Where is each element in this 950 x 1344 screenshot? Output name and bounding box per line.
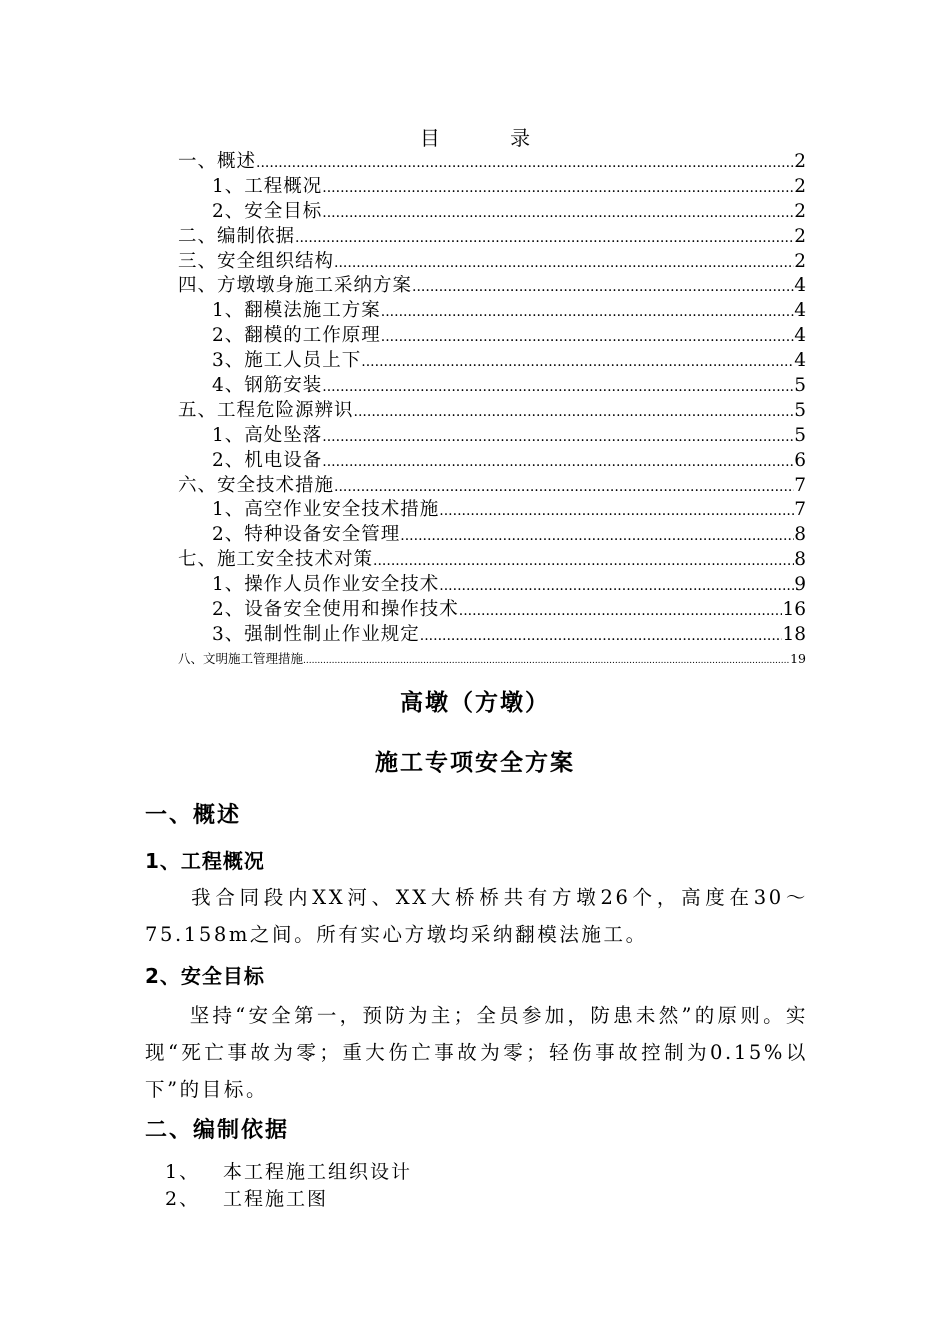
toc-entry-page: 19 — [790, 650, 806, 666]
toc-entry[interactable] — [178, 498, 806, 523]
toc-entry-page: 4 — [794, 325, 806, 347]
toc-entry-page: 9 — [794, 574, 806, 596]
toc-dot-leader — [381, 325, 794, 350]
toc-entry-label: 2、特种设备安全管理 — [212, 524, 401, 546]
toc-entry[interactable] — [178, 374, 806, 399]
toc-entry-page: 5 — [794, 375, 806, 397]
toc-entry-page: 4 — [794, 300, 806, 322]
toc-entry-label: 1、翻模法施工方案 — [212, 300, 381, 322]
list-text: 工程施工图 — [223, 1188, 329, 1210]
toc-entry-label: 六、安全技术措施 — [178, 474, 335, 496]
toc-entry-page: 7 — [794, 499, 806, 521]
toc-entry-page: 8 — [794, 524, 806, 546]
paragraph-safety-goal: 坚持“安全第一，预防为主；全员参加，防患未然”的原则。实现“死亡事故为零；重大伤亡事故为零；轻伤事故控制为0.15%以下”的目标。 — [145, 1004, 808, 1101]
toc-entry[interactable] — [178, 150, 806, 175]
list-text: 本工程施工组织设计 — [223, 1161, 413, 1183]
toc-dot-leader — [322, 425, 794, 450]
toc-dot-leader — [459, 599, 783, 624]
toc-entry-page: 18 — [782, 623, 806, 645]
toc-dot-leader — [439, 574, 794, 599]
toc-dot-leader — [400, 524, 794, 549]
toc-entry[interactable] — [178, 225, 806, 250]
section-heading-basis: 二、编制依据 — [145, 1118, 290, 1143]
toc-entry-page: 6 — [794, 449, 806, 471]
toc-dot-leader — [361, 350, 794, 375]
toc-entry-label: 4、钢筋安装 — [212, 375, 323, 397]
toc-dot-leader — [420, 624, 783, 649]
toc-entry[interactable] — [178, 449, 806, 474]
toc-entry[interactable] — [178, 474, 806, 499]
toc-entry-page: 4 — [794, 275, 806, 297]
toc-entry-label: 1、高空作业安全技术措施 — [212, 499, 440, 521]
toc-dot-leader — [439, 499, 794, 524]
subheading-safety-goal: 2、安全目标 — [145, 964, 265, 988]
toc-entry-label: 1、操作人员作业安全技术 — [212, 574, 440, 596]
toc-dot-leader — [334, 251, 794, 276]
section-heading-overview: 一、概述 — [145, 803, 242, 828]
toc-entry[interactable] — [178, 523, 806, 548]
toc-entry-page: 2 — [794, 250, 806, 272]
toc-entry[interactable] — [178, 250, 806, 275]
toc-dot-leader — [381, 300, 794, 325]
toc-entry[interactable] — [178, 573, 806, 598]
toc-entry-label: 五、工程危险源辨识 — [178, 399, 354, 421]
toc-dot-leader — [373, 549, 794, 574]
toc-entry[interactable] — [178, 324, 806, 349]
toc-entry-page: 2 — [794, 225, 806, 247]
toc-entry[interactable] — [178, 299, 806, 324]
toc-dot-leader — [412, 275, 794, 300]
toc-entry[interactable] — [178, 200, 806, 225]
toc-entry-label: 3、强制性制止作业规定 — [212, 623, 420, 645]
toc-dot-leader — [295, 226, 794, 251]
paragraph-project-overview: 我合同段内XX河、XX大桥桥共有方墩26个，高度在30～75.158m之间。所有实心方墩均采纳翻模法施工。 — [145, 886, 808, 946]
toc-entry-label: 2、安全目标 — [212, 200, 323, 222]
toc-entry-label: 三、安全组织结构 — [178, 250, 335, 272]
toc-dot-leader — [256, 151, 794, 176]
toc-dot-leader — [322, 176, 794, 201]
toc-entry-label: 2、翻模的工作原理 — [212, 325, 381, 347]
toc-dot-leader — [322, 450, 794, 475]
toc-entry-label: 七、施工安全技术对策 — [178, 549, 374, 571]
toc-entry-label: 一、概述 — [178, 151, 257, 172]
toc-entry-label: 1、工程概况 — [212, 175, 323, 197]
toc-entry-label: 四、方墩墩身施工采纳方案 — [178, 275, 413, 297]
toc-entry[interactable] — [178, 274, 806, 299]
table-of-contents — [178, 150, 806, 670]
toc-title: 目 录 — [419, 126, 563, 150]
toc-entry[interactable] — [178, 598, 806, 623]
toc-dot-leader — [354, 400, 795, 425]
toc-entry-label: 1、高处坠落 — [212, 424, 323, 446]
toc-entry-page: 2 — [794, 175, 806, 197]
toc-entry[interactable] — [178, 175, 806, 200]
toc-entry-page: 8 — [794, 549, 806, 571]
toc-entry-page: 5 — [794, 399, 806, 421]
toc-entry-label: 3、施工人员上下 — [212, 350, 362, 372]
toc-dot-leader — [322, 375, 794, 400]
doc-title-line2: 施工专项安全方案 — [375, 750, 575, 776]
toc-entry-page: 4 — [794, 350, 806, 372]
list-number: 2、 — [165, 1188, 201, 1210]
toc-entry[interactable] — [178, 349, 806, 374]
toc-entry-page: 16 — [782, 599, 806, 621]
toc-dot-leader — [303, 650, 790, 672]
toc-entry-page: 2 — [794, 151, 806, 172]
toc-entry-label: 2、机电设备 — [212, 449, 323, 471]
toc-entry-page: 5 — [794, 424, 806, 446]
toc-entry-page: 2 — [794, 200, 806, 222]
toc-dot-leader — [334, 475, 794, 500]
toc-entry[interactable] — [178, 424, 806, 449]
subheading-project-overview: 1、工程概况 — [145, 849, 265, 873]
toc-entry[interactable] — [178, 623, 806, 648]
toc-entry-label: 2、设备安全使用和操作技术 — [212, 599, 459, 621]
toc-dot-leader — [322, 201, 794, 226]
list-number: 1、 — [165, 1161, 201, 1183]
toc-entry-label: 二、编制依据 — [178, 225, 296, 247]
toc-entry-label: 八、文明施工管理措施 — [178, 650, 304, 666]
toc-entry-page: 7 — [794, 474, 806, 496]
toc-entry[interactable] — [178, 399, 806, 424]
toc-entry[interactable] — [178, 548, 806, 573]
toc-entry[interactable] — [178, 648, 806, 670]
doc-title-line1: 高墩（方墩） — [400, 690, 550, 716]
